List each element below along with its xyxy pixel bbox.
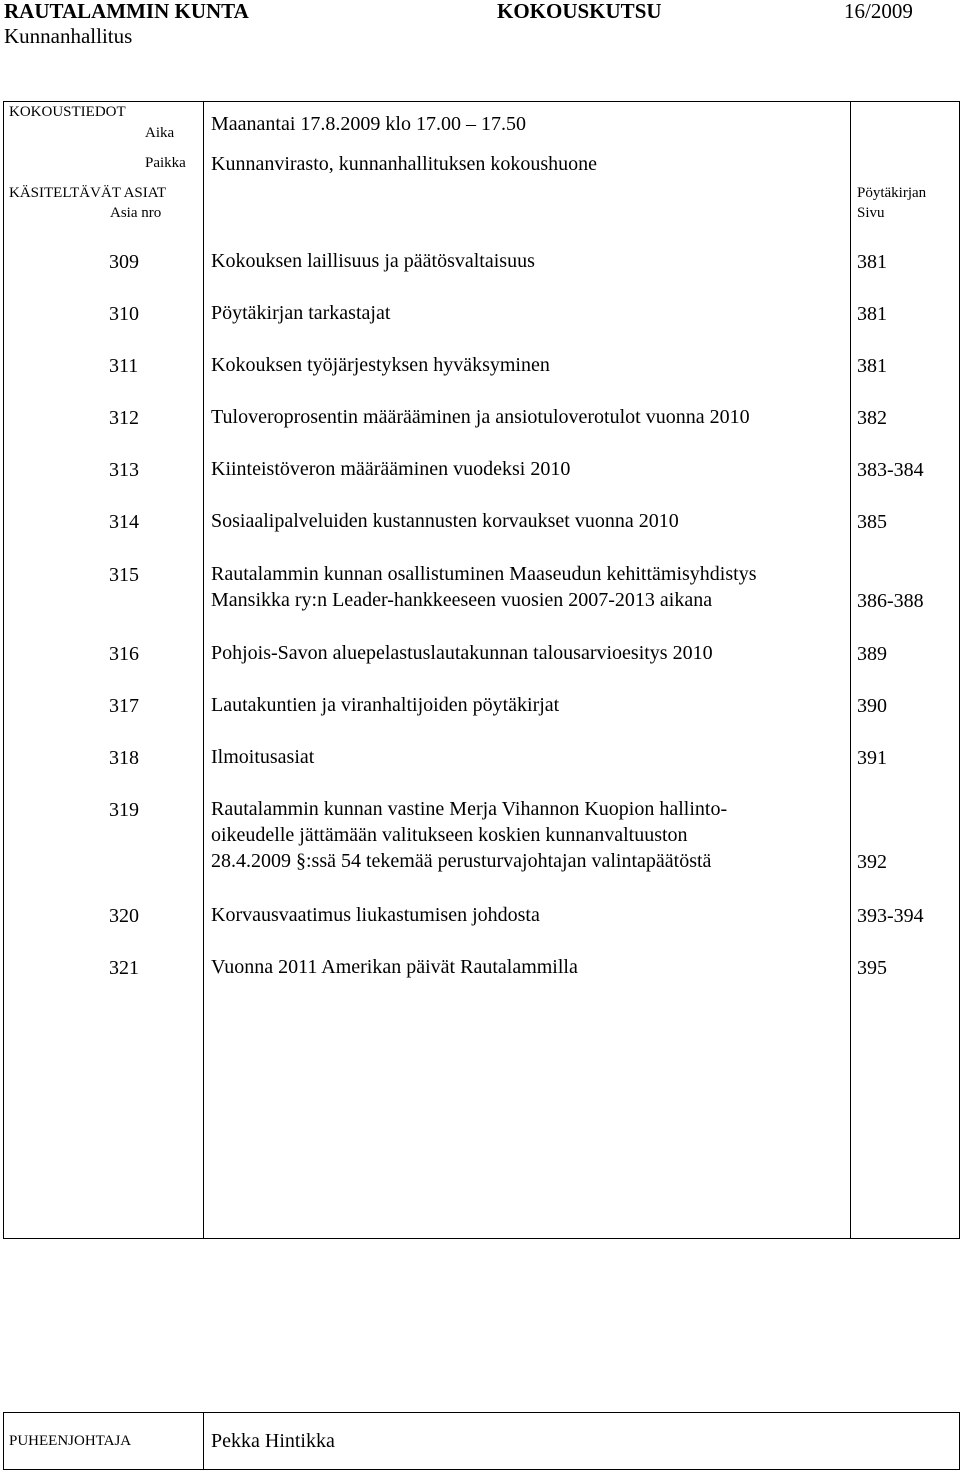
agenda-item-page: 381: [857, 303, 887, 325]
agenda-item-page: 386-388: [857, 590, 924, 612]
agenda-item-title-line: Mansikka ry:n Leader-hankkeeseen vuosien 2007-2013 aikana: [211, 589, 713, 611]
agenda-item-number: 312: [109, 407, 139, 429]
agenda-item-title-line: Rautalammin kunnan vastine Merja Vihannon Kuopion hallinto-: [211, 798, 728, 820]
agenda-item-number: 310: [109, 303, 139, 325]
agenda-item-page: 390: [857, 695, 887, 717]
agenda-item-title-line: oikeudelle jättämään valitukseen koskien kunnanvaltuuston: [211, 824, 688, 846]
agenda-item-title: [211, 248, 535, 274]
agenda-item-title-line: Kiinteistöveron määrääminen vuodeksi 2010: [211, 458, 571, 480]
agenda-item-title: [211, 300, 390, 326]
agenda-item-number: 314: [109, 511, 139, 533]
agenda-item-title: [211, 508, 679, 534]
agenda-item-number: 321: [109, 957, 139, 979]
document-type: KOKOUSKUTSU: [497, 0, 662, 23]
agenda-item-page: 385: [857, 511, 887, 533]
time-value: Maanantai 17.8.2009 klo 17.00 – 17.50: [211, 113, 526, 135]
agenda-item-number: 309: [109, 251, 139, 273]
agenda-item-title: [211, 744, 314, 770]
meeting-section-label: KOKOUSTIEDOT: [9, 104, 126, 120]
place-value: Kunnanvirasto, kunnanhallituksen kokoushuone: [211, 153, 598, 175]
agenda-item-title-line: Korvausvaatimus liukastumisen johdosta: [211, 904, 540, 926]
agenda-item-page: 393-394: [857, 905, 924, 927]
column-divider-left: [203, 101, 204, 1239]
agenda-item-number: 317: [109, 695, 139, 717]
footer-frame: [3, 1412, 960, 1470]
agenda-item-title: [211, 902, 540, 928]
agenda-item-title-line: Kokouksen työjärjestyksen hyväksyminen: [211, 354, 550, 376]
agenda-item-title: [211, 796, 727, 874]
agenda-item-number: 318: [109, 747, 139, 769]
chair-label: PUHEENJOHTAJA: [9, 1433, 132, 1449]
agenda-item-title: [211, 640, 713, 666]
agenda-item-number: 319: [109, 799, 139, 821]
agenda-item-number: 316: [109, 643, 139, 665]
agenda-item-title-line: Pöytäkirjan tarkastajat: [211, 302, 391, 324]
agenda-item-page: 392: [857, 851, 887, 873]
agenda-item-title-line: Rautalammin kunnan osallistuminen Maaseudun kehittämisyhdistys: [211, 563, 757, 585]
municipality-name: RAUTALAMMIN KUNTA: [4, 0, 249, 23]
agenda-item-title: [211, 456, 570, 482]
agenda-item-page: 381: [857, 251, 887, 273]
column-divider-right: [850, 101, 851, 1239]
agenda-item-page: 395: [857, 957, 887, 979]
time-label: Aika: [145, 125, 175, 141]
place-label: Paikka: [145, 155, 186, 171]
agenda-item-number: 315: [109, 564, 139, 586]
agenda-item-title: [211, 352, 550, 378]
agenda-item-title: [211, 561, 757, 613]
agenda-item-page: 389: [857, 643, 887, 665]
agenda-item-title-line: Sosiaalipalveluiden kustannusten korvaukset vuonna 2010: [211, 510, 679, 532]
agenda-section-label: KÄSITELTÄVÄT ASIAT: [9, 185, 167, 201]
agenda-item-number: 320: [109, 905, 139, 927]
chair-name: Pekka Hintikka: [211, 1430, 335, 1452]
page-header-1: Pöytäkirjan: [857, 185, 927, 201]
agenda-item-title-line: Ilmoitusasiat: [211, 746, 315, 768]
agenda-number-header: Asia nro: [110, 205, 162, 221]
agenda-item-title-line: Vuonna 2011 Amerikan päivät Rautalammilla: [211, 956, 578, 978]
agenda-item-title: [211, 404, 750, 430]
page-header-2: Sivu: [857, 205, 885, 221]
agenda-item-title-line: Kokouksen laillisuus ja päätösvaltaisuus: [211, 250, 535, 272]
agenda-item-title: [211, 692, 559, 718]
agenda-item-title: [211, 954, 578, 980]
agenda-item-title-line: 28.4.2009 §:ssä 54 tekemää perusturvajohtajan valintapäätöstä: [211, 850, 712, 872]
agenda-item-page: 383-384: [857, 459, 924, 481]
agenda-item-title-line: Lautakuntien ja viranhaltijoiden pöytäkirjat: [211, 694, 560, 716]
body-name: Kunnanhallitus: [4, 24, 133, 48]
agenda-item-page: 382: [857, 407, 887, 429]
agenda-item-page: 381: [857, 355, 887, 377]
agenda-item-title-line: Pohjois-Savon aluepelastuslautakunnan talousarvioesitys 2010: [211, 642, 713, 664]
agenda-item-title-line: Tuloveroprosentin määrääminen ja ansiotuloverotulot vuonna 2010: [211, 406, 750, 428]
footer-divider: [203, 1412, 204, 1470]
agenda-item-page: 391: [857, 747, 887, 769]
document-number: 16/2009: [844, 0, 913, 23]
agenda-item-number: 311: [109, 355, 139, 377]
agenda-item-number: 313: [109, 459, 139, 481]
